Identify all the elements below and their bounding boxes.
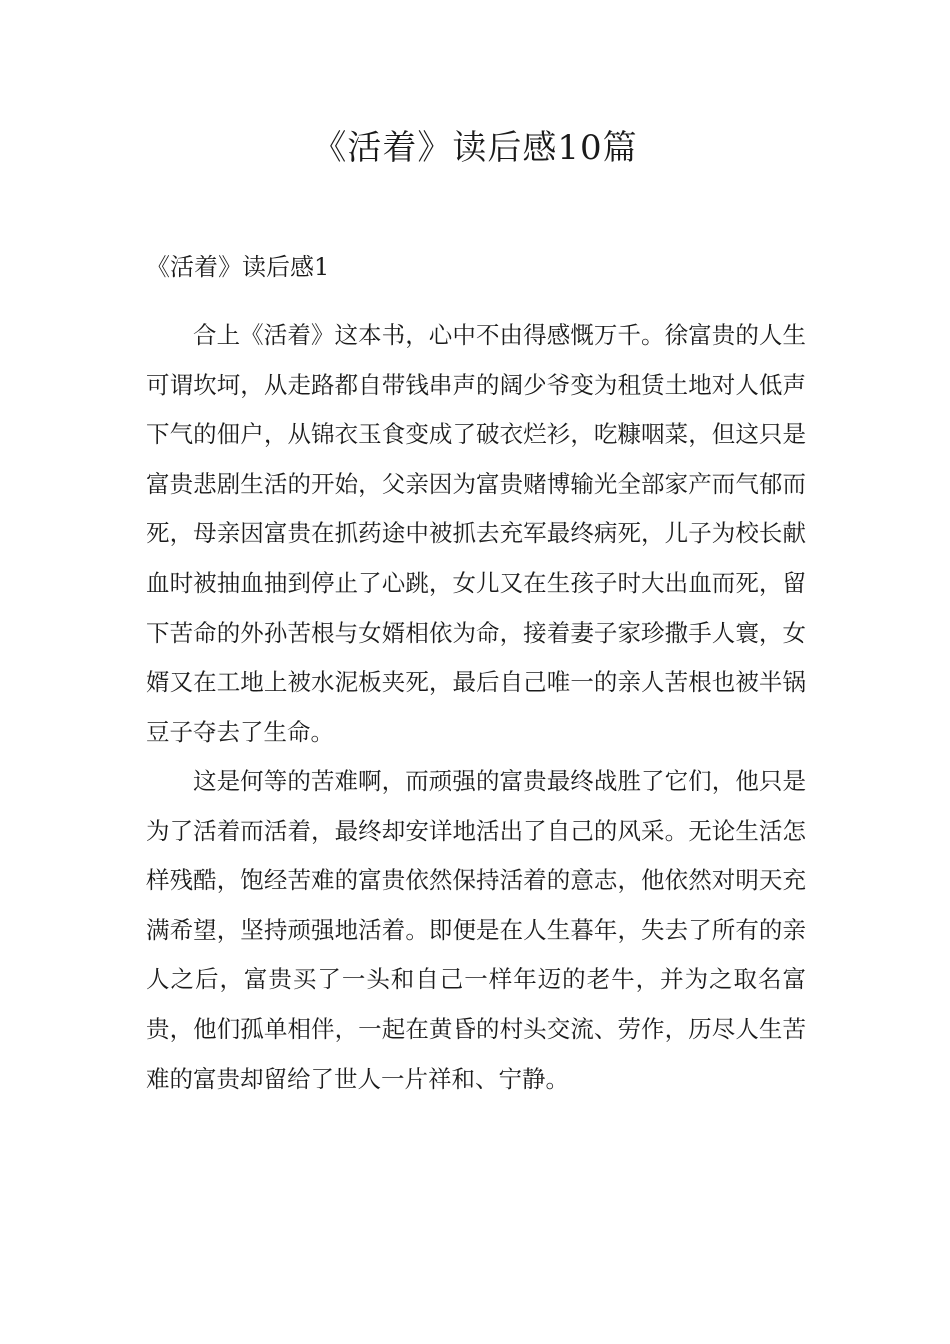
document-title: 《活着》读后感10篇 <box>312 128 638 168</box>
paragraph-2: 这是何等的苦难啊，而顽强的富贵最终战胜了它们，他只是为了活着而活着，最终却安详地活出了自己的风采。无论生活怎样残酷，饱经苦难的富贵依然保持活着的意志，他依然对明天充满希望，坚持顽强地活着。即便是在人生暮年，失去了所有的亲人之后，富贵买了一头和自己一样年迈的老牛，并为之取名富贵，他们孤单相伴，一起在黄昏的村头交流、劳作，历尽人生苦难的富贵却留给了世人一片祥和、宁静。 <box>146 767 806 1093</box>
section-heading: 《活着》读后感1 <box>146 253 330 281</box>
paragraph-1: 合上《活着》这本书，心中不由得感慨万千。徐富贵的人生可谓坎坷，从走路都自带钱串声的阔少爷变为租赁土地对人低声下气的佃户，从锦衣玉食变成了破衣烂衫，吃糠咽菜，但这只是富贵悲剧生活的开始，父亲因为富贵赌博输光全部家产而气郁而死，母亲因富贵在抓药途中被抓去充军最终病死，儿子为校长献血时被抽血抽到停止了心跳，女儿又在生孩子时大出血而死，留下苦命的外孙苦根与女婿相依为命，接着妻子家珍撒手人寰，女婿又在工地上被水泥板夹死，最后自己唯一的亲人苦根也被半锅豆子夺去了生命。 <box>146 321 806 746</box>
